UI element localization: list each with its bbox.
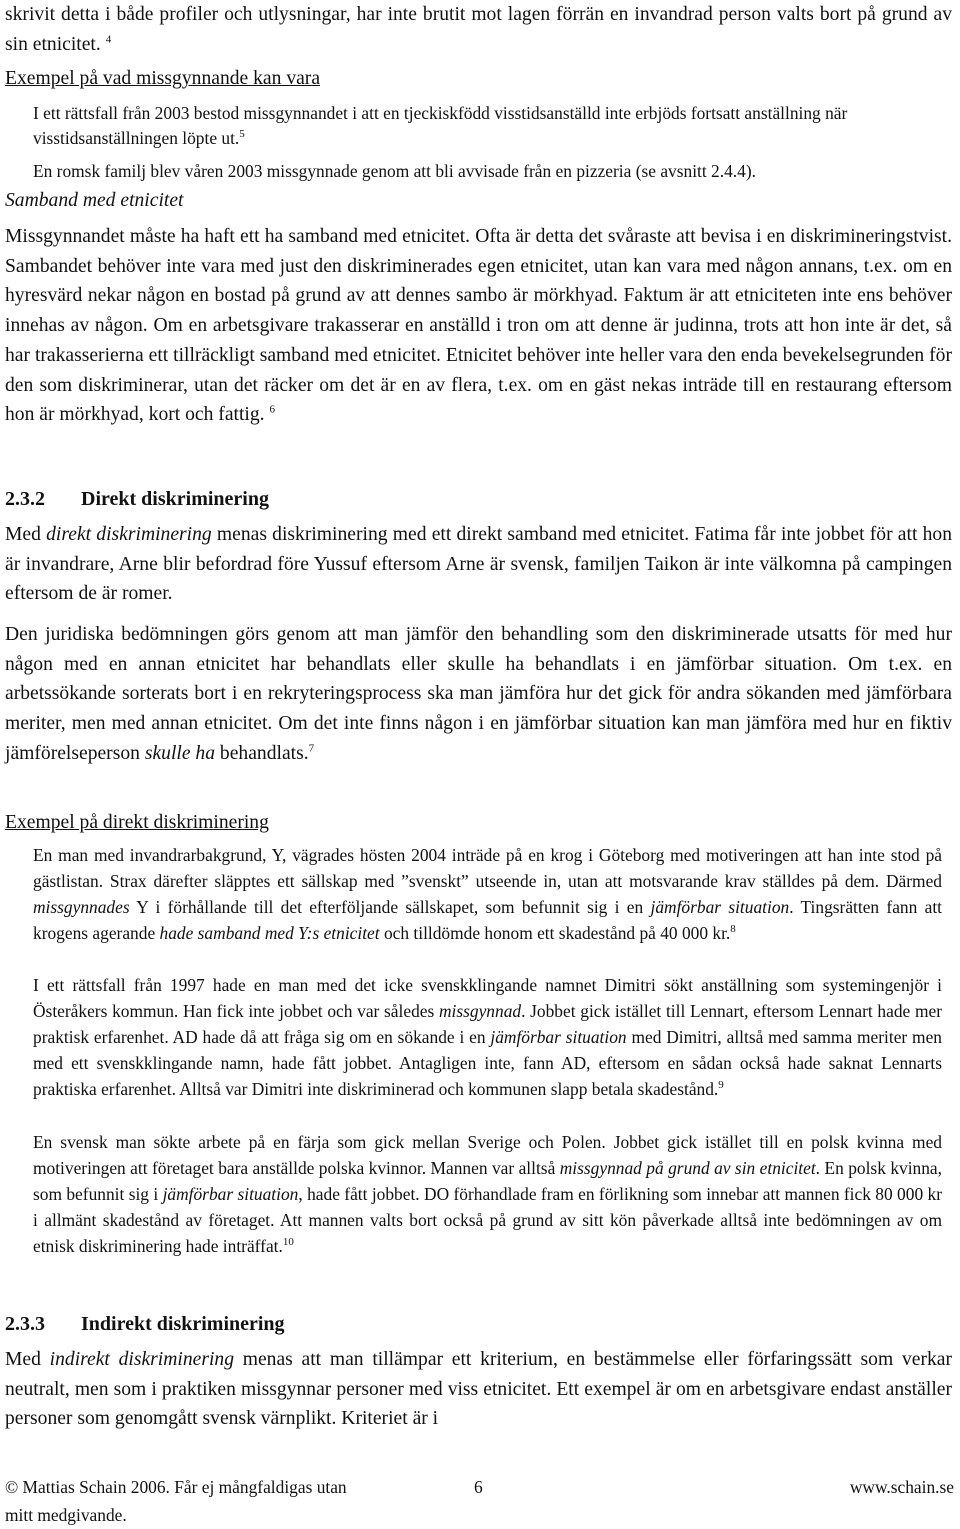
example-heading: Exempel på vad missgynnande kan vara	[5, 68, 321, 89]
example-paragraph: En svensk man sökte arbete på en färja som gick mellan Sverige och Polen. Jobbet gick istället till en polsk kvinna med motiveringen att företaget bara anställde polska kvinnor. Mannen var alltså missgynnad på grund av sin etnicitet. En polsk kvinna, som befunnit sig i jämförbar situation, hade fått jobbet. DO förhandlade fram en förlikning som innebar att mannen fick 80 000 kr i allmänt skadestånd av företaget. Att mannen valts bort också på grund av sitt kön påverkade alltså inte bedömningen av om etnisk diskriminering hade inträffat.$^{10}$	[33, 1132, 942, 1256]
copyright-notice-cont: mitt medgivande.	[5, 1505, 127, 1525]
copyright-notice: © Mattias Schain 2006. Får ej mångfaldigas utan	[5, 1477, 347, 1497]
example-paragraph: En man med invandrarbakgrund, Y, vägrades hösten 2004 inträde på en krog i Göteborg med motiveringen att han inte stod på gästlistan. Strax därefter släpptes ett sällskap med ”svenskt” utseende in, utan att motsvarande krav ställdes på dem. Därmed missgynnades Y i förhållande till det efterföljande sällskapet, som befunnit sig i en jämförbar situation. Tingsrätten fann att krogens agerande hade samband med Y:s etnicitet och tilldömde honom ett skadestånd på 40 000 kr.$^8$	[33, 845, 942, 943]
example-heading: Exempel på direkt diskriminering	[5, 812, 269, 833]
section-heading-direkt: 2.3.2 Direkt diskriminering	[5, 488, 269, 510]
footnote-ref: 6	[269, 403, 275, 416]
footnote-ref: 7	[308, 742, 315, 755]
paragraph-indirekt: Med indirekt diskriminering menas att man tillämpar ett kriterium, en bestämmelse eller förfaringssätt som verkar neutralt, men som i praktiken missgynnar personer med viss etnicitet. Ett exempel är om en arbetsgivare endast anställer personer som genomgått svensk värnplikt. Kriteriet är i	[5, 1349, 952, 1430]
footnote-ref: 10	[282, 1236, 294, 1249]
example-paragraph: I ett rättsfall från 2003 bestod missgynnandet i att en tjeckiskfödd visstidsanställd inte erbjöds fortsatt anställning när visstidsanställningen löpte ut.$^5$	[33, 103, 848, 148]
paragraph-direkt-1: Med direkt diskriminering menas diskriminering med ett direkt samband med etnicitet. Fatima får inte jobbet för att hon är invandrare, Arne blir befordrad före Yussuf eftersom Arne är svensk, familjen Taikon är inte välkomna på campingen eftersom de är romer.	[5, 524, 952, 605]
example-paragraph: I ett rättsfall från 1997 hade en man med det icke svenskklingande namnet Dimitri sökt anställning som systemingenjör i Österåkers kommun. Han fick inte jobbet och var således missgynnad. Jobbet gick istället till Lennart, eftersom Lennart hade mer praktisk erfarenhet. AD hade då att fråga sig om en sökande i en jämförbar situation med Dimitri, alltså med samma meriter men med ett svenskklingande namn, hade fått jobbet. Antagligen inte, fann AD, eftersom en sådan också hade saknat Lennarts praktiska erfarenhet. Alltså var Dimitri inte diskriminerad och kommunen slapp betala skadestånd.$^9$	[33, 975, 943, 1099]
paragraph-samband: Missgynnandet måste ha haft ett ha samband med etnicitet. Ofta är detta det svåraste att bevisa i en diskrimineringstvist. Sambandet behöver inte vara med just den diskriminerades egen etnicitet, utan kan vara med någon annans, t.ex. om en hyresvärd nekar någon en bostad på grund av att dennes sambo är mörkhyad. Faktum är att etniciteten inte ens behöver innehas av någon. Om en arbetsgivare trakasserar en anställd i tron om att denne är judinna, trots att hon inte är det, så har trakasserierna ett tillräckligt samband med etnicitet. Etnicitet behöver inte heller vara den enda bevekelsegrunden för den som diskriminerar, utan det räcker om det är en av flera, t.ex. om en gäst nekas inträde till en restaurang eftersom hon är mörkhyad, kort och fattig. $^6$	[5, 226, 952, 426]
example-paragraph: En romsk familj blev våren 2003 missgynnade genom att bli avvisade från en pizzeria (se avsnitt 2.4.4).	[33, 161, 756, 181]
paragraph-intro: skrivit detta i både profiler och utlysningar, har inte brutit mot lagen förrän en invandrad person valts bort på grund av sin etnicitet. $^4$	[5, 4, 952, 55]
section-heading-indirekt: 2.3.3 Indirekt diskriminering	[5, 1313, 285, 1335]
footnote-ref: 9	[718, 1079, 724, 1092]
paragraph-direkt-2: Den juridiska bedömningen görs genom att man jämför den behandling som den diskriminerade utsatts för med hur någon med en annan etnicitet har behandlats eller skulle ha behandlats i en jämförbar situation. Om t.ex. en arbetssökande sorterats bort i en rekryteringsprocess ska man jämföra hur det gick för andra sökanden med jämförbara meriter, men med annan etnicitet. Om det inte finns någon i en jämförbar situation kan man jämföra med hur en fiktiv jämförelseperson skulle ha behandlats.$^7$	[5, 624, 952, 764]
page-number: 6	[474, 1477, 483, 1497]
footnote-ref: 5	[239, 128, 245, 141]
subheading-samband: Samband med etnicitet	[5, 190, 184, 211]
footnote-ref: 8	[730, 923, 736, 936]
website-url: www.schain.se	[849, 1477, 954, 1497]
footnote-ref: 4	[105, 33, 112, 46]
